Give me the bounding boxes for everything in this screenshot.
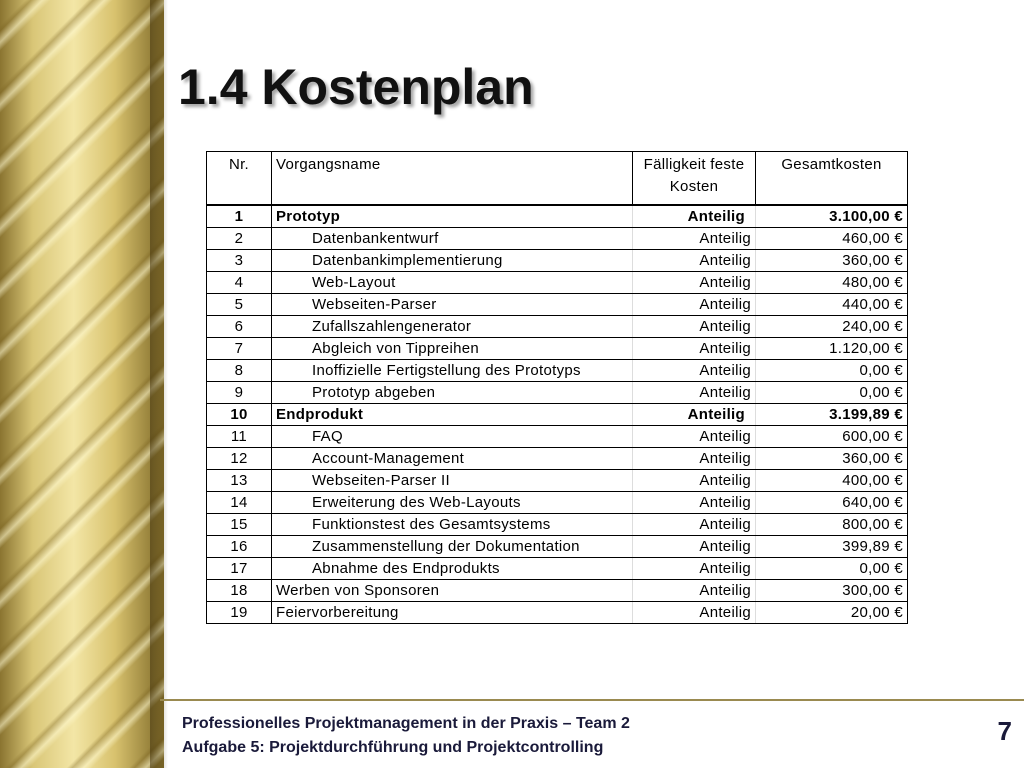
row-name xyxy=(272,272,633,294)
row-name-text: Account-Management xyxy=(312,450,465,467)
row-name-text: Datenbankentwurf xyxy=(312,230,439,247)
row-due: Anteilig xyxy=(633,294,756,316)
row-name xyxy=(272,250,633,272)
row-name-text: Abgleich von Tippreihen xyxy=(312,340,480,357)
row-due: Anteilig xyxy=(633,272,756,294)
row-name xyxy=(272,514,633,536)
row-cost: 0,00 € xyxy=(756,360,908,382)
table-row xyxy=(207,514,908,536)
row-name-text: Inoffizielle Fertigstellung des Prototyps xyxy=(312,362,581,379)
row-nr: 7 xyxy=(207,338,272,360)
row-cost: 3.199,89 € xyxy=(756,404,908,426)
row-name-text: Erweiterung des Web-Layouts xyxy=(312,494,521,511)
row-name-text: Funktionstest des Gesamtsystems xyxy=(312,516,551,533)
decorative-column xyxy=(0,0,164,768)
row-nr: 8 xyxy=(207,360,272,382)
row-cost: 1.120,00 € xyxy=(756,338,908,360)
row-name: Werben von Sponsoren xyxy=(272,580,633,602)
header-nr: Nr. xyxy=(207,152,272,206)
header-due xyxy=(633,152,756,206)
row-name: Feiervorbereitung xyxy=(272,602,633,624)
row-name-text: Webseiten-Parser xyxy=(312,296,437,313)
header-due-line1: Fälligkeit feste xyxy=(643,156,745,173)
row-due: Anteilig xyxy=(633,316,756,338)
row-nr: 13 xyxy=(207,470,272,492)
table-row xyxy=(207,338,908,360)
footer-line-1: Professionelles Projektmanagement in der Praxis – Team 2 xyxy=(182,715,630,732)
table-row xyxy=(207,294,908,316)
row-nr: 5 xyxy=(207,294,272,316)
row-nr: 2 xyxy=(207,228,272,250)
row-due: Anteilig xyxy=(633,514,756,536)
table-row xyxy=(207,250,908,272)
row-name: Endprodukt xyxy=(272,404,633,426)
row-name-text: FAQ xyxy=(312,428,343,445)
row-name xyxy=(272,360,633,382)
header-name: Vorgangsname xyxy=(272,152,633,206)
row-due: Anteilig xyxy=(633,382,756,404)
table-row xyxy=(207,426,908,448)
row-due: Anteilig xyxy=(633,580,756,602)
row-nr: 10 xyxy=(207,404,272,426)
row-name xyxy=(272,536,633,558)
row-nr: 18 xyxy=(207,580,272,602)
row-nr: 11 xyxy=(207,426,272,448)
table-row xyxy=(207,382,908,404)
row-due: Anteilig xyxy=(633,404,756,426)
row-nr: 15 xyxy=(207,514,272,536)
row-nr: 19 xyxy=(207,602,272,624)
decorative-column-shadow xyxy=(150,0,168,768)
table-header-row xyxy=(207,152,908,206)
row-cost: 600,00 € xyxy=(756,426,908,448)
row-cost: 360,00 € xyxy=(756,250,908,272)
row-name xyxy=(272,470,633,492)
row-due: Anteilig xyxy=(633,602,756,624)
row-nr: 16 xyxy=(207,536,272,558)
page-number: 7 xyxy=(997,716,1012,746)
row-nr: 9 xyxy=(207,382,272,404)
slide-title: 1.4 Kostenplan xyxy=(178,59,534,115)
row-due: Anteilig xyxy=(633,205,756,228)
row-nr: 1 xyxy=(207,205,272,228)
row-cost: 800,00 € xyxy=(756,514,908,536)
row-name xyxy=(272,228,633,250)
row-nr: 14 xyxy=(207,492,272,514)
table-row xyxy=(207,205,908,228)
footer-line-2: Aufgabe 5: Projektdurchführung und Projektcontrolling xyxy=(182,739,604,756)
row-due: Anteilig xyxy=(633,250,756,272)
table-row xyxy=(207,602,908,624)
row-due: Anteilig xyxy=(633,338,756,360)
table-row xyxy=(207,470,908,492)
table-row xyxy=(207,316,908,338)
footer xyxy=(182,712,630,760)
table-row xyxy=(207,228,908,250)
row-cost: 240,00 € xyxy=(756,316,908,338)
row-cost: 3.100,00 € xyxy=(756,205,908,228)
row-cost: 360,00 € xyxy=(756,448,908,470)
table-row xyxy=(207,404,908,426)
row-name xyxy=(272,558,633,580)
row-cost: 640,00 € xyxy=(756,492,908,514)
row-name-text: Prototyp abgeben xyxy=(312,384,436,401)
row-cost: 460,00 € xyxy=(756,228,908,250)
row-due: Anteilig xyxy=(633,426,756,448)
row-due: Anteilig xyxy=(633,492,756,514)
row-name xyxy=(272,492,633,514)
table-row xyxy=(207,536,908,558)
row-nr: 4 xyxy=(207,272,272,294)
table-row xyxy=(207,272,908,294)
table-row xyxy=(207,558,908,580)
row-nr: 6 xyxy=(207,316,272,338)
row-cost: 20,00 € xyxy=(756,602,908,624)
row-name-text: Web-Layout xyxy=(312,274,396,291)
row-name-text: Abnahme des Endprodukts xyxy=(312,560,500,577)
row-due: Anteilig xyxy=(633,448,756,470)
row-nr: 12 xyxy=(207,448,272,470)
row-nr: 3 xyxy=(207,250,272,272)
row-name-text: Datenbankimplementierung xyxy=(312,252,503,269)
table-row xyxy=(207,360,908,382)
row-due: Anteilig xyxy=(633,470,756,492)
row-cost: 400,00 € xyxy=(756,470,908,492)
row-due: Anteilig xyxy=(633,360,756,382)
row-cost: 480,00 € xyxy=(756,272,908,294)
footer-divider xyxy=(160,699,1024,701)
row-due: Anteilig xyxy=(633,536,756,558)
header-due-line2: Kosten xyxy=(669,178,719,195)
row-name xyxy=(272,426,633,448)
header-cost: Gesamtkosten xyxy=(756,152,908,206)
row-name xyxy=(272,338,633,360)
row-due: Anteilig xyxy=(633,228,756,250)
row-cost: 0,00 € xyxy=(756,382,908,404)
row-cost: 300,00 € xyxy=(756,580,908,602)
row-name xyxy=(272,448,633,470)
row-cost: 440,00 € xyxy=(756,294,908,316)
table-row xyxy=(207,448,908,470)
row-name xyxy=(272,294,633,316)
row-name-text: Webseiten-Parser II xyxy=(312,472,450,489)
row-cost: 399,89 € xyxy=(756,536,908,558)
row-name-text: Zufallszahlengenerator xyxy=(312,318,472,335)
table-row xyxy=(207,580,908,602)
row-name xyxy=(272,316,633,338)
row-nr: 17 xyxy=(207,558,272,580)
row-name-text: Zusammenstellung der Dokumentation xyxy=(312,538,580,555)
row-name xyxy=(272,382,633,404)
cost-plan-table xyxy=(206,151,908,624)
row-due: Anteilig xyxy=(633,558,756,580)
table-row xyxy=(207,492,908,514)
row-name: Prototyp xyxy=(272,205,633,228)
row-cost: 0,00 € xyxy=(756,558,908,580)
